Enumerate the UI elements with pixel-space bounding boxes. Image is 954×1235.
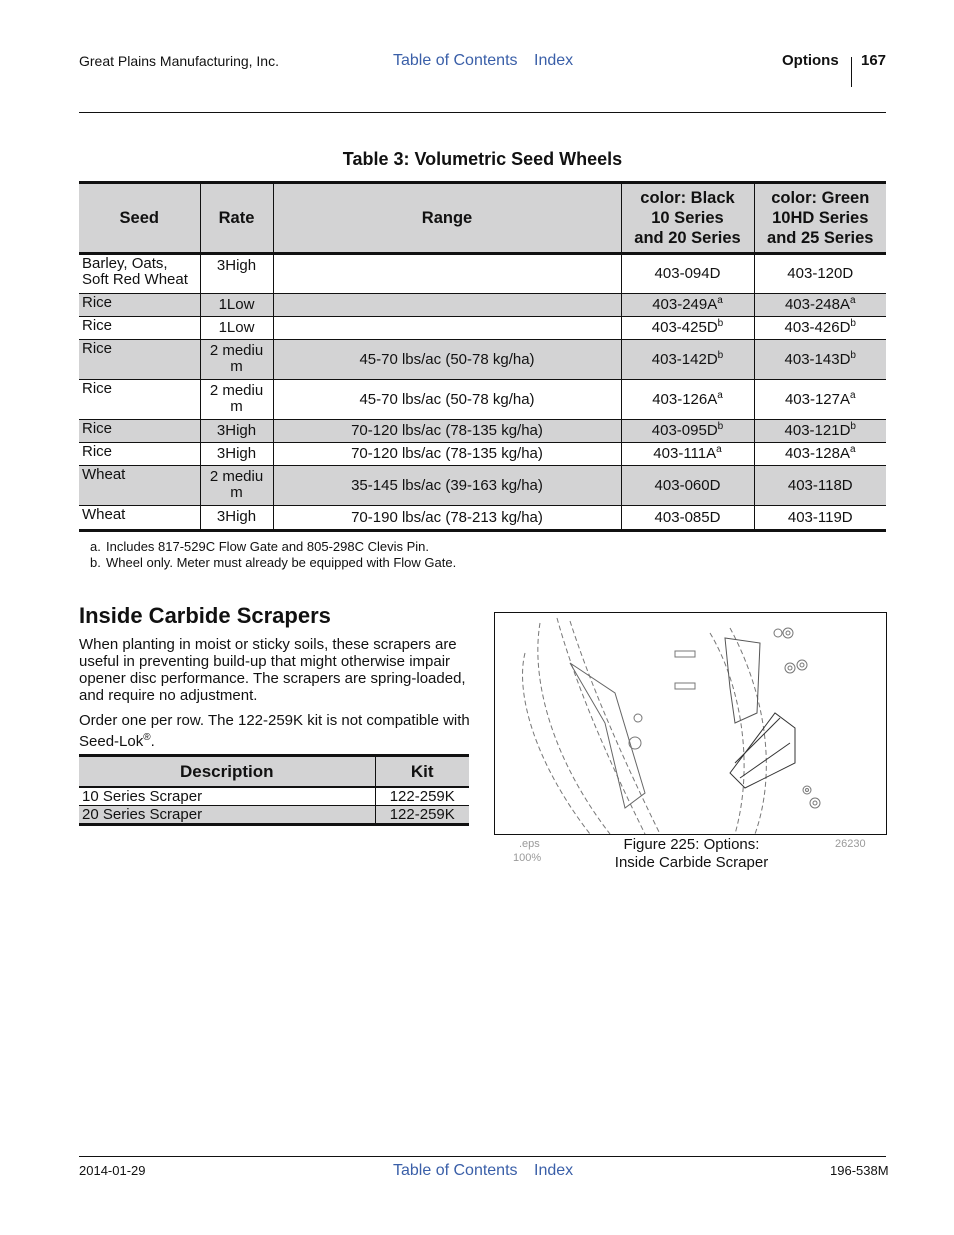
table-row — [79, 806, 469, 825]
footnote-ref: b — [850, 318, 856, 329]
footnote-b-letter: b. — [90, 555, 101, 570]
col-header-green: color: Green 10HD Series and 25 Series — [754, 183, 886, 254]
kit-number: 122-259K — [375, 806, 469, 825]
rate-cell: 3High — [200, 254, 273, 294]
green-part-cell: $403-121D^b$ — [754, 420, 886, 443]
figure-scale: 100% — [513, 852, 542, 864]
range-cell: 70-120 lbs/ac (78-135 kg/ha) — [273, 420, 621, 443]
range-cell: 70-120 lbs/ac (78-135 kg/ha) — [273, 443, 621, 466]
footnote-ref: b — [717, 421, 724, 432]
range-cell: 70-190 lbs/ac (78-213 kg/ha) — [273, 506, 621, 531]
seed-cell: Rice — [79, 380, 200, 420]
seed-cell: Rice — [79, 317, 200, 340]
col-header-rate: Rate — [200, 183, 273, 254]
kit-description: 20 Series Scraper — [79, 806, 375, 825]
rate-cell: 2 medium — [200, 340, 273, 380]
black-part-cell: 403-060D — [621, 466, 754, 506]
figure-illustration — [494, 612, 887, 835]
footer-index-link[interactable]: Index — [534, 1162, 574, 1179]
black-part-cell: $403-249A^a$ — [621, 294, 754, 317]
footnote-a-letter: a. — [90, 539, 101, 554]
footnote-ref: a — [716, 444, 722, 455]
green-part-cell: $403-426D^b$ — [754, 317, 886, 340]
range-cell: 45-70 lbs/ac (50-78 kg/ha) — [273, 340, 621, 380]
green-part-cell: $403-128A^a$ — [754, 443, 886, 466]
rate-cell: 2 medium — [200, 466, 273, 506]
col-header-range: Range — [273, 183, 621, 254]
header-toc-link[interactable]: Table of Contents — [393, 52, 518, 69]
black-part-cell: $403-425D^b$ — [621, 317, 754, 340]
header-index-link[interactable]: Index — [534, 52, 574, 69]
footnote-a: Includes 817-529C Flow Gate and 805-298C Clevis Pin. — [106, 539, 430, 554]
seed-cell: Rice — [79, 294, 200, 317]
header-divider — [851, 57, 852, 87]
table-row — [79, 340, 886, 380]
registered-mark: ® — [143, 732, 151, 743]
col-header-black: color: Black 10 Series and 20 Series — [621, 183, 754, 254]
black-part-cell: 403-094D — [621, 254, 754, 294]
kit-table — [79, 754, 469, 826]
seed-cell: Barley, Oats, Soft Red Wheat — [79, 254, 200, 294]
section-heading: Inside Carbide Scrapers — [79, 603, 331, 628]
seed-cell: Wheat — [79, 466, 200, 506]
rate-cell: 3High — [200, 420, 273, 443]
table-row — [79, 443, 886, 466]
table-row — [79, 420, 886, 443]
table-row — [79, 506, 886, 531]
company-name: Great Plains Manufacturing, Inc. — [79, 53, 279, 69]
footer-date: 2014-01-29 — [79, 1163, 146, 1178]
black-part-cell: 403-085D — [621, 506, 754, 531]
seed-table-title: Table 3: Volumetric Seed Wheels — [342, 149, 623, 169]
intro-paragraph: When planting in moist or sticky soils, these scrapers are useful in preventing build-up that might otherwise impair opener disc performance. The scrapers are spring-loaded, and require no adjustment. — [79, 636, 466, 704]
page-number: 167 — [861, 52, 887, 69]
seed-table-header-row — [79, 183, 886, 254]
green-part-cell: 403-119D — [754, 506, 886, 531]
table-row — [79, 380, 886, 420]
header-rule — [79, 112, 886, 113]
seed-wheels-table — [79, 181, 886, 532]
section-name: Options — [782, 52, 839, 69]
kit-table-header-row — [79, 756, 469, 788]
black-part-cell: $403-142D^b$ — [621, 340, 754, 380]
footnote-ref: b — [850, 349, 856, 361]
scraper-drawing — [495, 613, 886, 834]
green-part-cell: $403-248A^a$ — [754, 294, 886, 317]
footnote-ref: b — [717, 349, 724, 361]
rate-cell: 1Low — [200, 317, 273, 340]
figure-file-ext: .eps — [519, 838, 540, 850]
green-part-cell: 403-118D — [754, 466, 886, 506]
range-cell: 35-145 lbs/ac (39-163 kg/ha) — [273, 466, 621, 506]
kit-col-description: Description — [79, 756, 375, 788]
seed-cell: Wheat — [79, 506, 200, 531]
rate-cell: 1Low — [200, 294, 273, 317]
kit-description: 10 Series Scraper — [79, 787, 375, 806]
rate-cell: 3High — [200, 506, 273, 531]
footnote-ref: a — [850, 444, 856, 455]
seed-cell: Rice — [79, 420, 200, 443]
footnote-ref: b — [717, 318, 724, 329]
order-paragraph: Order one per row. The 122-259K kit is not compatible with Seed-Lok®. — [79, 712, 470, 750]
col-header-seed: Seed — [79, 183, 200, 254]
range-cell — [273, 254, 621, 294]
black-part-cell: $403-095D^b$ — [621, 420, 754, 443]
range-cell: 45-70 lbs/ac (50-78 kg/ha) — [273, 380, 621, 420]
footnote-b: Wheel only. Meter must already be equipped with Flow Gate. — [106, 555, 457, 570]
footnote-ref: a — [717, 389, 723, 401]
green-part-cell: 403-120D — [754, 254, 886, 294]
rate-cell: 3High — [200, 443, 273, 466]
seed-cell: Rice — [79, 340, 200, 380]
green-part-cell: $403-127A^a$ — [754, 380, 886, 420]
table-row — [79, 294, 886, 317]
range-cell — [273, 294, 621, 317]
footer-toc-link[interactable]: Table of Contents — [393, 1162, 518, 1179]
kit-number: 122-259K — [375, 787, 469, 806]
footnote-ref: b — [850, 421, 856, 432]
kit-col-kit: Kit — [375, 756, 469, 788]
green-part-cell: $403-143D^b$ — [754, 340, 886, 380]
seed-cell: Rice — [79, 443, 200, 466]
figure-id: 26230 — [835, 838, 866, 850]
footer-doc-number: 196-538M — [830, 1163, 889, 1178]
footer-rule — [79, 1156, 886, 1157]
figure-caption: Figure 225: Options: Inside Carbide Scraper — [614, 836, 769, 871]
table-row — [79, 317, 886, 340]
black-part-cell: $403-111A^a$ — [621, 443, 754, 466]
rate-cell: 2 medium — [200, 380, 273, 420]
table-row — [79, 466, 886, 506]
footnote-ref: a — [850, 295, 856, 306]
table-row — [79, 787, 469, 806]
table-row — [79, 254, 886, 294]
footnote-ref: a — [850, 389, 856, 401]
range-cell — [273, 317, 621, 340]
black-part-cell: $403-126A^a$ — [621, 380, 754, 420]
footnote-ref: a — [717, 295, 723, 306]
